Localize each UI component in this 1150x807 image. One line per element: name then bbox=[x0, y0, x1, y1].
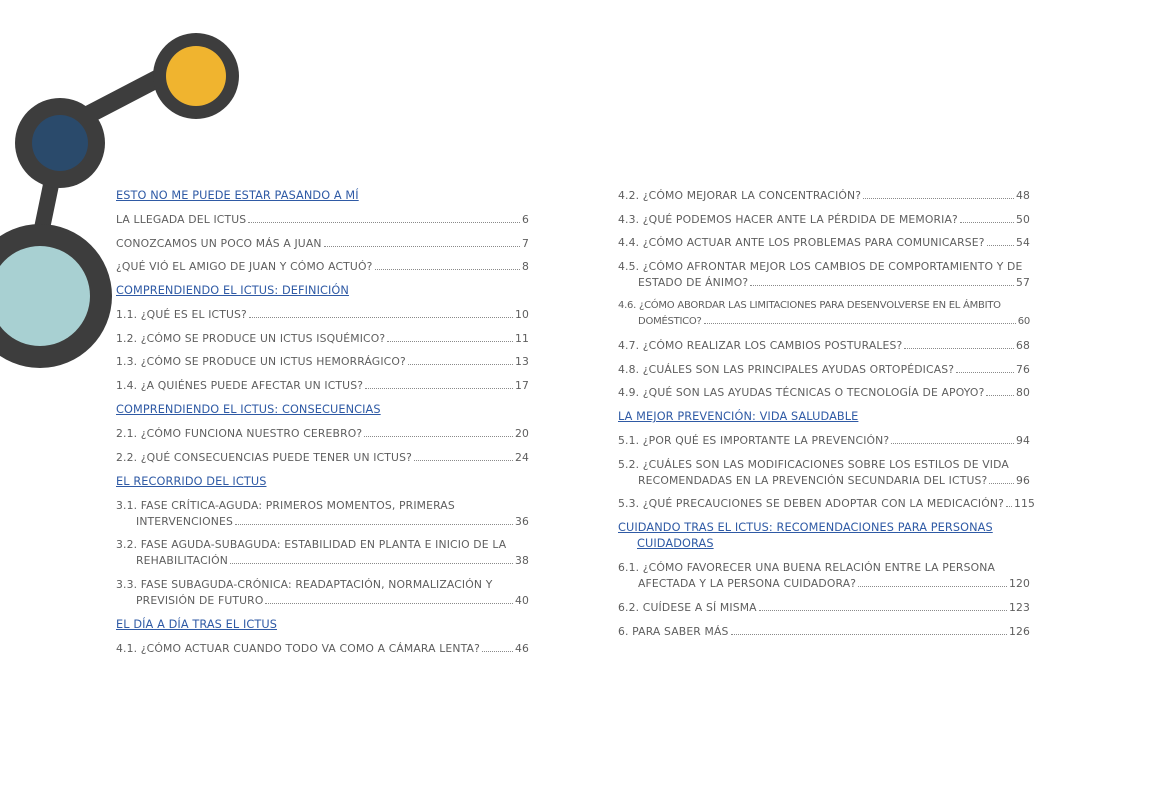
toc-entry-leader-row bbox=[116, 236, 529, 252]
toc-section-link[interactable]: CUIDANDO TRAS EL ICTUS: RECOMENDACIONES PARA PERSONAS CUIDADORAS bbox=[618, 521, 993, 551]
toc-entry-leader-row bbox=[638, 576, 1030, 592]
toc-entry-leader-row bbox=[136, 514, 529, 530]
toc-entry[interactable] bbox=[116, 450, 529, 466]
dot-leader bbox=[750, 285, 1014, 286]
toc-entry-title: 4.7. ¿CÓMO REALIZAR LOS CAMBIOS POSTURALES? bbox=[618, 338, 903, 352]
toc-entry-line: 4.5. ¿CÓMO AFRONTAR MEJOR LOS CAMBIOS DE COMPORTAMIENTO Y DE bbox=[618, 259, 1023, 273]
toc-entry[interactable] bbox=[618, 362, 1030, 378]
toc-entry-title: LA LLEGADA DEL ICTUS bbox=[116, 213, 247, 226]
toc-entry-leader-row bbox=[116, 307, 529, 323]
toc-section-link[interactable]: COMPRENDIENDO EL ICTUS: DEFINICIÓN bbox=[116, 284, 349, 298]
toc-entry-leader-row bbox=[618, 624, 1030, 640]
toc-entry-title: 2.2. ¿QUÉ CONSECUENCIAS PUEDE TENER UN ICTUS? bbox=[116, 450, 412, 464]
toc-entry-leader-row bbox=[116, 212, 529, 228]
toc-entry-title: 2.1. ¿CÓMO FUNCIONA NUESTRO CEREBRO? bbox=[116, 426, 363, 440]
dot-leader bbox=[731, 634, 1007, 635]
toc-entry[interactable] bbox=[116, 641, 529, 657]
toc-entry-title: 1.1. ¿QUÉ ES EL ICTUS? bbox=[116, 308, 247, 322]
toc-page-number: 20 bbox=[514, 426, 529, 440]
toc-page-number: 96 bbox=[1015, 473, 1030, 487]
toc-entry[interactable] bbox=[116, 331, 529, 347]
toc-page-number: 115 bbox=[1013, 497, 1036, 511]
toc-entry-leader-row bbox=[136, 553, 529, 569]
toc-entry[interactable] bbox=[618, 433, 1030, 449]
dot-leader bbox=[1006, 506, 1012, 507]
toc-entry[interactable] bbox=[618, 338, 1030, 354]
toc-entry-leader-row bbox=[638, 314, 1030, 330]
toc-entry[interactable] bbox=[116, 378, 529, 394]
dot-leader bbox=[960, 222, 1014, 223]
toc-page-number: 68 bbox=[1015, 338, 1030, 352]
navy-circle-fill bbox=[32, 115, 88, 171]
toc-entry-title: AFECTADA Y LA PERSONA CUIDADORA? bbox=[638, 577, 857, 591]
toc-entry-title: 4.3. ¿QUÉ PODEMOS HACER ANTE LA PÉRDIDA DE MEMORIA? bbox=[618, 212, 958, 226]
toc-entry-leader-row bbox=[618, 188, 1030, 204]
dot-leader bbox=[414, 460, 513, 461]
toc-entry-title: 4.1. ¿CÓMO ACTUAR CUANDO TODO VA COMO A CÁMARA LENTA? bbox=[116, 641, 480, 655]
toc-entry[interactable] bbox=[116, 354, 529, 370]
dot-leader bbox=[858, 586, 1007, 587]
dot-leader bbox=[989, 483, 1014, 484]
toc-entry-leader-row bbox=[618, 338, 1030, 354]
dot-leader bbox=[235, 524, 513, 525]
toc-entry-leader-row bbox=[116, 450, 529, 466]
toc-entry-title: 4.2. ¿CÓMO MEJORAR LA CONCENTRACIÓN? bbox=[618, 189, 862, 202]
toc-entry-title: 6. PARA SABER MÁS bbox=[618, 624, 729, 638]
toc-section-link[interactable]: COMPRENDIENDO EL ICTUS: CONSECUENCIAS bbox=[116, 402, 381, 416]
toc-entry-line: 5.2. ¿CUÁLES SON LAS MODIFICACIONES SOBRE LOS ESTILOS DE VIDA bbox=[618, 457, 1009, 471]
dot-leader bbox=[863, 198, 1014, 199]
toc-entry[interactable] bbox=[618, 496, 1036, 512]
toc-page-number: 24 bbox=[514, 450, 529, 464]
toc-entry-line: 6.1. ¿CÓMO FAVORECER UNA BUENA RELACIÓN ENTRE LA PERSONA bbox=[618, 561, 995, 575]
dot-leader bbox=[375, 269, 520, 270]
toc-entry[interactable] bbox=[116, 537, 529, 569]
toc-page-number: 17 bbox=[514, 378, 529, 392]
toc-entry[interactable] bbox=[618, 212, 1030, 228]
toc-page-number: 10 bbox=[514, 308, 529, 322]
toc-entry[interactable] bbox=[116, 259, 529, 275]
toc-entry-leader-row bbox=[618, 362, 1030, 378]
toc-entry[interactable] bbox=[618, 235, 1030, 251]
dot-leader bbox=[249, 317, 513, 318]
toc-entry-leader-row bbox=[116, 426, 529, 442]
toc-entry[interactable] bbox=[618, 385, 1030, 401]
toc-entry-title: 5.3. ¿QUÉ PRECAUCIONES SE DEBEN ADOPTAR CON LA MEDICACIÓN? bbox=[618, 497, 1004, 511]
dot-leader bbox=[387, 341, 513, 342]
toc-entry-title: ¿QUÉ VIÓ EL AMIGO DE JUAN Y CÓMO ACTUÓ? bbox=[116, 260, 373, 274]
toc-right-column bbox=[618, 188, 1036, 640]
toc-entry[interactable] bbox=[618, 298, 1030, 330]
toc-entry-title: 5.1. ¿POR QUÉ ES IMPORTANTE LA PREVENCIÓN? bbox=[618, 434, 890, 448]
toc-entry[interactable] bbox=[116, 212, 529, 228]
toc-page-number: 94 bbox=[1015, 434, 1030, 448]
toc-entry[interactable] bbox=[618, 188, 1030, 204]
toc-page-number: 54 bbox=[1015, 236, 1030, 250]
toc-entry[interactable] bbox=[618, 624, 1030, 640]
toc-entry-title: DOMÉSTICO? bbox=[638, 316, 702, 328]
toc-entry-leader-row bbox=[618, 496, 1036, 512]
toc-entry-title: 1.2. ¿CÓMO SE PRODUCE UN ICTUS ISQUÉMICO? bbox=[116, 331, 386, 345]
toc-page-number: 40 bbox=[514, 593, 529, 607]
dot-leader bbox=[704, 323, 1016, 324]
toc-entry-title: 1.4. ¿A QUIÉNES PUEDE AFECTAR UN ICTUS? bbox=[116, 378, 364, 392]
toc-entry-leader-row bbox=[618, 235, 1030, 251]
dot-leader bbox=[482, 651, 513, 652]
toc-page-number: 126 bbox=[1008, 624, 1030, 638]
dot-leader bbox=[891, 443, 1014, 444]
toc-entry-title: 4.9. ¿QUÉ SON LAS AYUDAS TÉCNICAS O TECNOLOGÍA DE APOYO? bbox=[618, 386, 985, 400]
toc-entry[interactable] bbox=[618, 560, 1030, 592]
toc-entry[interactable] bbox=[618, 457, 1030, 489]
dot-leader bbox=[986, 395, 1014, 396]
toc-page-number: 7 bbox=[521, 236, 529, 250]
yellow-circle-fill bbox=[166, 46, 226, 106]
toc-entry-title: 1.3. ¿CÓMO SE PRODUCE UN ICTUS HEMORRÁGICO? bbox=[116, 355, 406, 369]
toc-entry-title: RECOMENDADAS EN LA PREVENCIÓN SECUNDARIA DEL ICTUS? bbox=[638, 473, 988, 487]
toc-entry-title: ESTADO DE ÁNIMO? bbox=[638, 275, 749, 289]
dot-leader bbox=[248, 222, 520, 223]
toc-entry-leader-row bbox=[116, 259, 529, 275]
toc-entry-line: 3.3. FASE SUBAGUDA-CRÓNICA: READAPTACIÓN, NORMALIZACIÓN Y bbox=[116, 577, 493, 591]
toc-page-number: 38 bbox=[514, 554, 529, 568]
dot-leader bbox=[956, 372, 1014, 373]
toc-entry-title: INTERVENCIONES bbox=[136, 514, 233, 528]
dot-leader bbox=[365, 388, 513, 389]
toc-page-number: 120 bbox=[1008, 577, 1030, 591]
toc-page-number: 36 bbox=[514, 514, 529, 528]
dot-leader bbox=[904, 348, 1014, 349]
toc-page-number: 123 bbox=[1008, 600, 1030, 614]
toc-entry-title: CONOZCAMOS UN POCO MÁS A JUAN bbox=[116, 236, 322, 250]
toc-left-column bbox=[116, 188, 529, 657]
toc-entry-title: 6.2. CUÍDESE A SÍ MISMA bbox=[618, 600, 757, 614]
toc-entry-leader-row bbox=[116, 378, 529, 394]
toc-entry[interactable] bbox=[116, 236, 529, 252]
toc-entry-leader-row bbox=[116, 641, 529, 657]
dot-leader bbox=[987, 245, 1014, 246]
toc-entry-line: 3.2. FASE AGUDA-SUBAGUDA: ESTABILIDAD EN PLANTA E INICIO DE LA bbox=[116, 538, 507, 552]
dot-leader bbox=[364, 436, 513, 437]
toc-entry-title: 4.8. ¿CUÁLES SON LAS PRINCIPALES AYUDAS ORTOPÉDICAS? bbox=[618, 362, 955, 376]
toc-page-number: 50 bbox=[1015, 212, 1030, 226]
toc-entry[interactable] bbox=[618, 600, 1030, 616]
toc-section-link[interactable]: EL DÍA A DÍA TRAS EL ICTUS bbox=[116, 617, 278, 631]
toc-entry-leader-row bbox=[116, 354, 529, 370]
dot-leader bbox=[265, 603, 512, 604]
toc-page-number: 80 bbox=[1015, 386, 1030, 400]
toc-entry-line: 4.6. ¿CÓMO ABORDAR LAS LIMITACIONES PARA DESENVOLVERSE EN EL ÁMBITO bbox=[618, 300, 1001, 312]
toc-entry-leader-row bbox=[638, 275, 1030, 291]
toc-entry-leader-row bbox=[618, 433, 1030, 449]
toc-entry-line: 3.1. FASE CRÍTICA-AGUDA: PRIMEROS MOMENTOS, PRIMERAS bbox=[116, 498, 455, 512]
toc-entry[interactable] bbox=[618, 259, 1030, 291]
toc-page-number: 48 bbox=[1015, 189, 1030, 202]
dot-leader bbox=[759, 610, 1007, 611]
dot-leader bbox=[230, 563, 513, 564]
toc-entry[interactable] bbox=[116, 498, 529, 530]
toc-page-number: 8 bbox=[521, 260, 529, 274]
toc-page-number: 13 bbox=[514, 355, 529, 369]
toc-entry-title: 4.4. ¿CÓMO ACTUAR ANTE LOS PROBLEMAS PARA COMUNICARSE? bbox=[618, 236, 985, 250]
toc-page-number: 60 bbox=[1017, 316, 1030, 328]
toc-page-number: 11 bbox=[514, 331, 529, 345]
dot-leader bbox=[408, 364, 513, 365]
toc-section-link[interactable]: LA MEJOR PREVENCIÓN: VIDA SALUDABLE bbox=[618, 410, 859, 424]
toc-entry[interactable] bbox=[116, 307, 529, 323]
toc-page-number: 57 bbox=[1015, 275, 1030, 289]
toc-entry-leader-row bbox=[618, 385, 1030, 401]
toc-section-link[interactable]: ESTO NO ME PUEDE ESTAR PASANDO A MÍ bbox=[116, 189, 359, 202]
dot-leader bbox=[324, 246, 520, 247]
toc-entry-leader-row bbox=[136, 593, 529, 609]
toc-entry-leader-row bbox=[638, 473, 1030, 489]
toc-entry-leader-row bbox=[618, 600, 1030, 616]
toc-entry-title: REHABILITACIÓN bbox=[136, 554, 228, 568]
toc-section-link[interactable]: EL RECORRIDO DEL ICTUS bbox=[116, 474, 267, 488]
toc-entry-title: PREVISIÓN DE FUTURO bbox=[136, 593, 264, 607]
toc-entry[interactable] bbox=[116, 577, 529, 609]
toc-page-number: 76 bbox=[1015, 362, 1030, 376]
toc-page-number: 46 bbox=[514, 641, 529, 655]
toc-page-number: 6 bbox=[521, 213, 529, 226]
toc-entry-leader-row bbox=[618, 212, 1030, 228]
toc-entry-leader-row bbox=[116, 331, 529, 347]
toc-entry[interactable] bbox=[116, 426, 529, 442]
